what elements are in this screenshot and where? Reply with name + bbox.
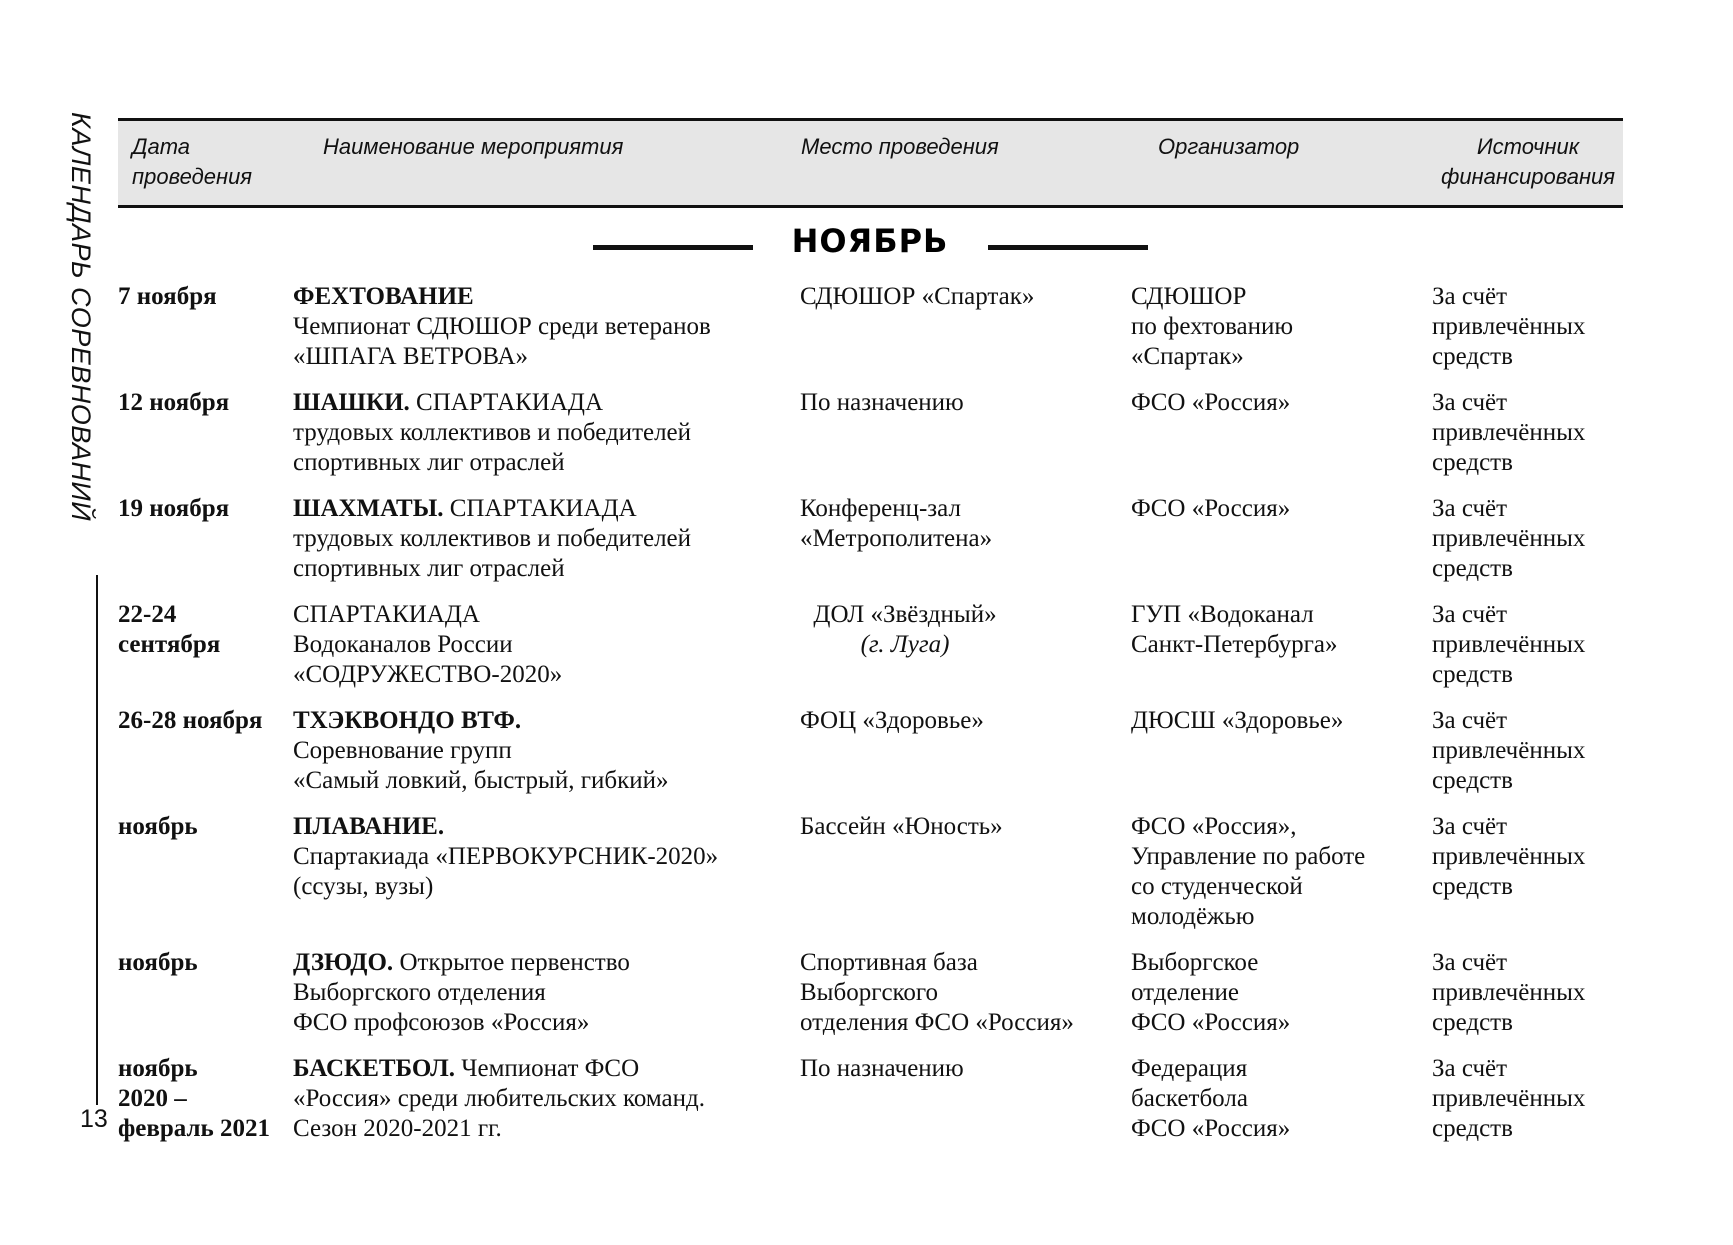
row-funding: За счёт привлечённых средств (1432, 707, 1586, 794)
row-organizer: Выборгское отделение ФСО «Россия» (1131, 949, 1291, 1036)
row-organizer: ФСО «Россия» (1131, 495, 1291, 522)
row-organizer: СДЮШОР по фехтованию «Спартак» (1131, 283, 1294, 370)
row-organizer: ФСО «Россия» (1131, 389, 1291, 416)
event-title: ТХЭКВОНДО ВТФ. (293, 707, 522, 734)
header-organizer: Организатор (1158, 134, 1300, 159)
page-number: 13 (80, 1105, 108, 1133)
row-event (293, 1054, 793, 1144)
table-row (118, 600, 1623, 706)
row-organizer: ДЮСШ «Здоровье» (1131, 707, 1344, 734)
table-row (118, 812, 1623, 948)
row-place: Спортивная база Выборгского отделения ФСО «Россия» (800, 949, 1074, 1036)
place-name: ДОЛ «Звёздный» (813, 601, 997, 628)
row-event (293, 388, 793, 478)
table-row (118, 494, 1623, 600)
table-row (118, 948, 1623, 1054)
table-row (118, 282, 1623, 388)
event-title: ФЕХТОВАНИЕ (293, 283, 474, 310)
row-date: ноябрь (118, 813, 198, 840)
month-rule-left (593, 245, 753, 250)
row-event (293, 494, 793, 584)
row-event (293, 706, 793, 796)
event-description: СПАРТАКИАДА трудовых коллективов и победителей спортивных лиг отраслей (293, 389, 692, 476)
schedule-table (118, 282, 1623, 1160)
row-organizer: Федерация баскетбола ФСО «Россия» (1131, 1055, 1291, 1142)
row-funding: За счёт привлечённых средств (1432, 389, 1586, 476)
row-date: 12 ноября (118, 389, 230, 416)
side-rule (96, 575, 98, 1105)
row-date: 26-28 ноября (118, 707, 263, 734)
month-title: НОЯБРЬ (791, 222, 949, 260)
row-funding: За счёт привлечённых средств (1432, 495, 1586, 582)
row-funding: За счёт привлечённых средств (1432, 1055, 1586, 1142)
event-title: БАСКЕТБОЛ. (293, 1055, 455, 1082)
event-title: ПЛАВАНИЕ. (293, 813, 445, 840)
event-title: ШАХМАТЫ. (293, 495, 444, 522)
row-date: 22-24 сентября (118, 601, 221, 658)
row-place: Конференц-зал «Метрополитена» (800, 495, 993, 552)
place-city: (г. Луга) (860, 631, 950, 658)
header-event: Наименование мероприятия (323, 134, 624, 159)
table-header (118, 118, 1623, 208)
row-event (293, 282, 793, 372)
month-rule-right (988, 245, 1148, 250)
row-date: ноябрь 2020 – февраль 2021 (118, 1055, 271, 1142)
header-date: Дата проведения (132, 134, 253, 189)
row-event (293, 600, 793, 690)
row-event (293, 812, 793, 902)
event-description: Открытое первенство Выборгского отделения ФСО профсоюзов «Россия» (293, 949, 630, 1036)
row-date: ноябрь (118, 949, 198, 976)
table-row (118, 1054, 1623, 1160)
table-row (118, 388, 1623, 494)
row-funding: За счёт привлечённых средств (1432, 813, 1586, 900)
table-row (118, 706, 1623, 812)
row-funding: За счёт привлечённых средств (1432, 283, 1586, 370)
event-title: ДЗЮДО. (293, 949, 394, 976)
row-funding: За счёт привлечённых средств (1432, 949, 1586, 1036)
event-description: Чемпионат СДЮШОР среди ветеранов «ШПАГА ВЕТРОВА» (293, 313, 711, 370)
row-event (293, 948, 793, 1038)
event-description: Чемпионат ФСО «Россия» среди любительских команд. Сезон 2020-2021 гг. (293, 1055, 705, 1142)
header-funding: Источник финансирования (1440, 134, 1616, 189)
row-place: По назначению (800, 1055, 964, 1082)
row-organizer: ФСО «Россия», Управление по работе со студенческой молодёжью (1131, 813, 1366, 930)
event-description: Соревнование групп «Самый ловкий, быстрый, гибкий» (293, 737, 669, 794)
row-funding: За счёт привлечённых средств (1432, 601, 1586, 688)
row-place: Бассейн «Юность» (800, 813, 1003, 840)
event-description: СПАРТАКИАДА Водоканалов России «СОДРУЖЕСТВО-2020» (293, 601, 563, 688)
row-organizer: ГУП «Водоканал Санкт-Петербурга» (1131, 601, 1338, 658)
side-title: КАЛЕНДАРЬ СОРЕВНОВАНИЙ (66, 112, 96, 522)
event-title: ШАШКИ. (293, 389, 410, 416)
row-place (800, 600, 1120, 660)
row-place: СДЮШОР «Спартак» (800, 283, 1035, 310)
row-place: ФОЦ «Здоровье» (800, 707, 984, 734)
month-heading (0, 222, 1733, 272)
event-description: СПАРТАКИАДА трудовых коллективов и победителей спортивных лиг отраслей (293, 495, 692, 582)
row-place: По назначению (800, 389, 964, 416)
row-date: 19 ноября (118, 495, 230, 522)
row-date: 7 ноября (118, 283, 217, 310)
event-description: Спартакиада «ПЕРВОКУРСНИК-2020» (ссузы, вузы) (293, 843, 719, 900)
header-place: Место проведения (801, 134, 999, 159)
